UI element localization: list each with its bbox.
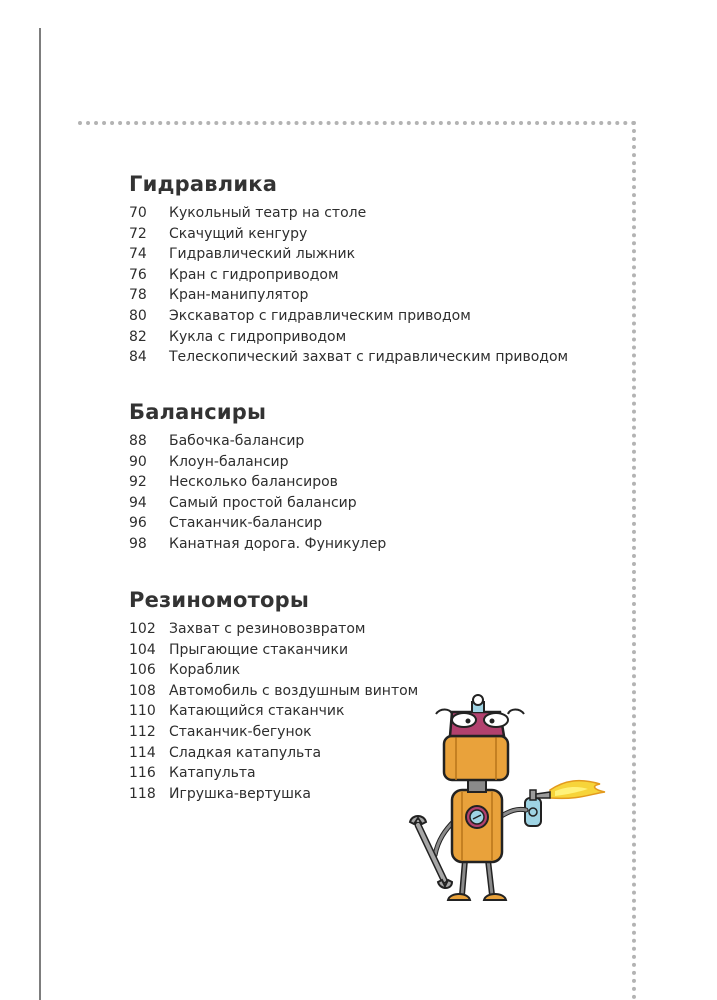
toc-item[interactable] (129, 513, 386, 534)
section-title: Резиномоторы (129, 588, 310, 612)
toc-page-number: 82 (129, 328, 147, 345)
toc-entry-title: Гидравлический лыжник (169, 246, 356, 263)
toc-item[interactable] (129, 660, 418, 681)
toc-item[interactable] (129, 327, 568, 348)
toc-page-number: 76 (129, 266, 147, 283)
toc-entry-title: Бабочка-балансир (169, 433, 305, 449)
toc-page-number: 84 (129, 349, 147, 366)
toc-item[interactable] (129, 743, 418, 764)
toc-page-number: 90 (129, 453, 147, 470)
toc-page-number: 110 (129, 703, 156, 720)
toc-page-number: 92 (129, 474, 147, 491)
toc-entry-title: Кран-манипулятор (169, 287, 309, 304)
toc-entry-title: Кукла с гидроприводом (169, 328, 347, 345)
toc-item[interactable] (129, 265, 568, 286)
toc-item[interactable] (129, 431, 386, 452)
toc-item[interactable] (129, 701, 418, 722)
toc-list (129, 431, 386, 555)
dotted-frame-top (78, 121, 636, 125)
toc-item[interactable] (129, 784, 418, 805)
toc-page-number: 106 (129, 662, 156, 679)
toc-page-number: 104 (129, 641, 156, 658)
toc-entry-title: Экскаватор с гидравлическим приводом (169, 307, 471, 324)
section-title: Балансиры (129, 400, 267, 424)
toc-item[interactable] (129, 472, 386, 493)
toc-page-number: 96 (129, 515, 147, 532)
toc-entry-title: Несколько балансиров (169, 474, 338, 491)
toc-entry-title: Катающийся стаканчик (169, 703, 345, 720)
toc-page-number: 108 (129, 682, 156, 699)
robot-body (452, 790, 502, 862)
toc-page-number: 70 (129, 205, 147, 221)
toc-item[interactable] (129, 306, 568, 327)
toc-entry-title: Стаканчик-балансир (169, 515, 323, 532)
toc-page-number: 80 (129, 307, 147, 324)
toc-item[interactable] (129, 347, 568, 368)
toc-item[interactable] (129, 285, 568, 306)
toc-entry-title: Телескопический захват с гидравлическим приводом (169, 349, 569, 366)
toc-item[interactable] (129, 681, 418, 702)
toc-entry-title: Клоун-балансир (169, 453, 289, 470)
toc-entry-title: Прыгающие стаканчики (169, 641, 349, 658)
toc-item[interactable] (129, 619, 418, 640)
section-title: Гидравлика (129, 172, 278, 196)
blowtorch-icon (525, 790, 550, 826)
robot-illustration (400, 690, 610, 915)
toc-entry-title: Сладкая катапульта (169, 744, 322, 761)
toc-page-number: 72 (129, 225, 147, 242)
toc-item[interactable] (129, 640, 418, 661)
toc-entry-title: Кран с гидроприводом (169, 266, 339, 283)
robot-head (436, 695, 524, 780)
toc-item[interactable] (129, 224, 568, 245)
toc-list (129, 203, 568, 368)
toc-page-number: 98 (129, 535, 147, 552)
toc-item[interactable] (129, 534, 386, 555)
toc-page-number: 114 (129, 744, 156, 761)
dotted-frame-right (632, 121, 636, 1000)
section-rubber-motors (129, 585, 418, 804)
toc-entry-title: Скачущий кенгуру (169, 225, 308, 242)
toc-page-number: 78 (129, 287, 147, 304)
toc-page-number: 116 (129, 765, 156, 782)
toc-item[interactable] (129, 452, 386, 473)
toc-page-number: 112 (129, 723, 156, 740)
toc-entry-title: Игрушка-вертушка (169, 785, 311, 802)
flame-icon (550, 781, 605, 799)
toc-page-number: 102 (129, 621, 156, 637)
section-balancers (129, 397, 386, 555)
toc-item[interactable] (129, 722, 418, 743)
toc-entry-title: Канатная дорога. Фуникулер (169, 535, 387, 552)
toc-page-number: 94 (129, 494, 147, 511)
toc-list (129, 619, 418, 804)
toc-item[interactable] (129, 203, 568, 224)
toc-item[interactable] (129, 244, 568, 265)
toc-page-number: 74 (129, 246, 147, 263)
toc-entry-title: Захват с резиновозвратом (169, 621, 366, 637)
toc-entry-title: Автомобиль с воздушным винтом (169, 682, 419, 699)
toc-entry-title: Стаканчик-бегунок (169, 723, 312, 740)
toc-page-number: 88 (129, 433, 147, 449)
toc-entry-title: Самый простой балансир (169, 494, 357, 511)
toc-item[interactable] (129, 763, 418, 784)
section-hydraulics (129, 169, 568, 368)
left-margin-rule (39, 28, 41, 1000)
toc-item[interactable] (129, 493, 386, 514)
toc-entry-title: Кукольный театр на столе (169, 205, 367, 221)
toc-page-number: 118 (129, 785, 156, 802)
toc-entry-title: Кораблик (169, 662, 241, 679)
toc-entry-title: Катапульта (169, 765, 256, 782)
